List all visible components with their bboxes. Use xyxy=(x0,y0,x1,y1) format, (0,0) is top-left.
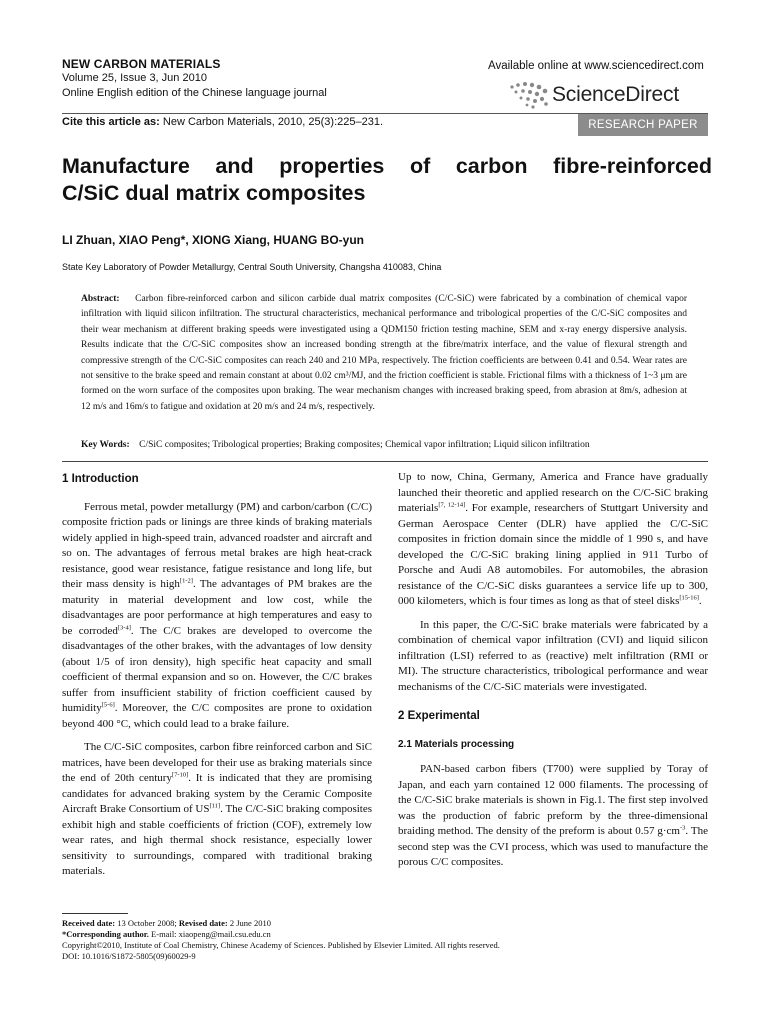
experimental-paragraph-1: PAN-based carbon fibers (T700) were supplied by Toray of Japan, and each yarn contained 12 000 filaments. The processing of the C/C-SiC brake materials is shown in Fig.1. The first step involved was the production of fabric preform by the three-dimensional braiding method. The density of the preform is about 0.57 $g\cdot cm^{-3}$. The second step was the CVI process, which was used to manufacture the porous C/C composites. xyxy=(398,763,708,868)
title-line-2: C/SiC dual matrix composites xyxy=(62,181,366,205)
available-online-text: Available online at www.sciencedirect.com xyxy=(488,60,704,72)
corresponding-label: *Corresponding author. xyxy=(62,929,149,939)
journal-name: NEW CARBON MATERIALS xyxy=(62,57,221,71)
abstract-label: Abstract: xyxy=(81,294,120,304)
journal-volume: Volume 25, Issue 3, Jun 2010 xyxy=(62,72,207,84)
corresponding-email[interactable]: E-mail: xiaopeng@mail.csu.edu.cn xyxy=(148,929,271,939)
subsection-heading-materials: 2.1 Materials processing xyxy=(398,738,515,750)
keywords xyxy=(81,440,701,450)
copyright-line: Copyright©2010, Institute of Coal Chemistry, Chinese Academy of Sciences. Published by Elsevier Limited. All rights reserved. xyxy=(62,940,500,950)
citation-line xyxy=(62,116,383,128)
revised-label: Revised date: xyxy=(178,918,228,928)
intro-paragraph-4: In this paper, the C/C-SiC brake materials were fabricated by a combination of chemical vapor infiltration (CVI) and liquid silicon infiltration (LSI) referred to as (reactive) melt infiltration (RMI or MI). The structure characteristics, tribological performance and wear mechanisms of the C/C-SiC materials were investigated. xyxy=(398,618,708,693)
body-column-right xyxy=(398,470,708,879)
footnote-divider xyxy=(62,913,128,914)
cite-label: Cite this article as: xyxy=(62,116,160,128)
intro-paragraph-3: Up to now, China, Germany, America and France have gradually launched their theoretic and applied research on the C/C-SiC braking materials[7, 12-14]. For example, researchers of Stuttgart University and German Aerospace Center (DLR) have applied the C/C-SiC composites in friction domain since the middle of 1 990 s, and have developed the C/C-SiC braking lining applied in 911 Turbo of Porsche and Audi A8 automobiles. For automobiles, the abrasion resistance of the C/C-SiC disks guarantees a service life up to 300, 000 kilometers, which is four times as long as that of steel disks[15-16]. xyxy=(398,471,708,607)
dates-line xyxy=(62,918,500,929)
research-paper-badge: RESEARCH PAPER xyxy=(578,114,708,136)
keywords-text: C/SiC composites; Tribological properties; Braking composites; Chemical vapor infiltration; Liquid silicon infiltration xyxy=(139,440,590,450)
keywords-label: Key Words: xyxy=(81,440,130,450)
journal-edition: Online English edition of the Chinese language journal xyxy=(62,87,327,99)
body-column-left xyxy=(62,470,372,888)
cite-text: New Carbon Materials, 2010, 25(3):225–231. xyxy=(159,116,384,128)
keywords-divider xyxy=(62,461,708,462)
revised-date: 2 June 2010 xyxy=(227,918,271,928)
intro-paragraph-2: The C/C-SiC composites, carbon fibre reinforced carbon and SiC matrices, have been developed for their use as braking materials since the end of 20th century[7-10]. It is indicated that they are promising candidates for advanced braking system by the Ceramic Composite Aircraft Brake Consortium of US[11]. The C/C-SiC braking composites exhibit high and stable coefficients of friction (COF), extremely low wear rates, and high thermal shock resistance, especially lower sensitivity to surroundings, compared with traditional braking materials. xyxy=(62,741,372,877)
received-label: Received date: xyxy=(62,918,116,928)
footnotes xyxy=(62,918,500,962)
received-date: 13 October 2008; xyxy=(115,918,179,928)
intro-paragraph-1: Ferrous metal, powder metallurgy (PM) and carbon/carbon (C/C) composite friction pads or linings are three kinds of braking materials widely applied in high-speed train, advanced roadster and aircraft and so on. The advantages of ferrous metal brakes are high heat-crack resistance, good wear resistance, fatigue resistance and long life, but their mass density is high[1-2]. The advantages of PM brakes are the maturity in material development and low cost, while the disadvantages are poor performance at high temperatures and easy to be corroded[3-4]. The C/C brakes are developed to overcome the disadvantages of the other brakes, with the advantages of low density (about 1/5 of iron density), high specific heat capacity and small coefficient of thermal expansion and so on. However, the C/C brakes suffer from insufficient stability of friction coefficient caused by humidity[5-6]. Moreover, the C/C composites are prone to oxidation beyond 400 °C, which could lead to a brake failure. xyxy=(62,500,373,730)
corresponding-line xyxy=(62,929,500,940)
abstract-text: Carbon fibre-reinforced carbon and silicon carbide dual matrix composites (C/C-SiC) were fabricated by a combination of chemical vapor infiltration with liquid silicon infiltration. The structural characteristics, mechanical performance and tribological properties of the C/C-SiC composites and their wear mechanism at different braking speeds were investigated using a QDM150 friction testing machine, SEM and x-ray energy dispersive analysis. Results indicate that the C/C-SiC composites show an increased bonding strength at the fibre/matrix interface, and the value of flexural strength and compressive strength of the C/C-SiC composites can reach 240 and 210 MPa, respectively. The friction coefficients are between 0.41 and 0.54. Wear rates are not sensitive to the brake speed and remain constant at about 0.02 cm³/MJ, and the friction coefficient is stable. Frictional films with a thickness of 1~3 μm are formed on the worn surface of the composites upon braking. The wear mechanism changes with increased braking speed, from abrasion at 8m/s, adhesion at 12 m/s and 16m/s to fatigue and oxidation at 20 m/s and 24 m/s, respectively. xyxy=(81,294,687,412)
authors: LI Zhuan, XIAO Peng*, XIONG Xiang, HUANG BO-yun xyxy=(62,233,365,247)
paper-title xyxy=(62,153,712,207)
abstract xyxy=(81,292,687,415)
affiliation: State Key Laboratory of Powder Metallurgy, Central South University, Changsha 410083, China xyxy=(62,262,442,272)
section-heading-experimental: 2 Experimental xyxy=(398,710,480,722)
doi-line[interactable]: DOI: 10.1016/S1872-5805(09)60029-9 xyxy=(62,951,196,961)
section-heading-introduction: 1 Introduction xyxy=(62,473,139,485)
sciencedirect-logo-text: ScienceDirect xyxy=(552,83,679,106)
title-line-1: Manufacture and properties of carbon fibre-reinforced xyxy=(62,154,712,178)
